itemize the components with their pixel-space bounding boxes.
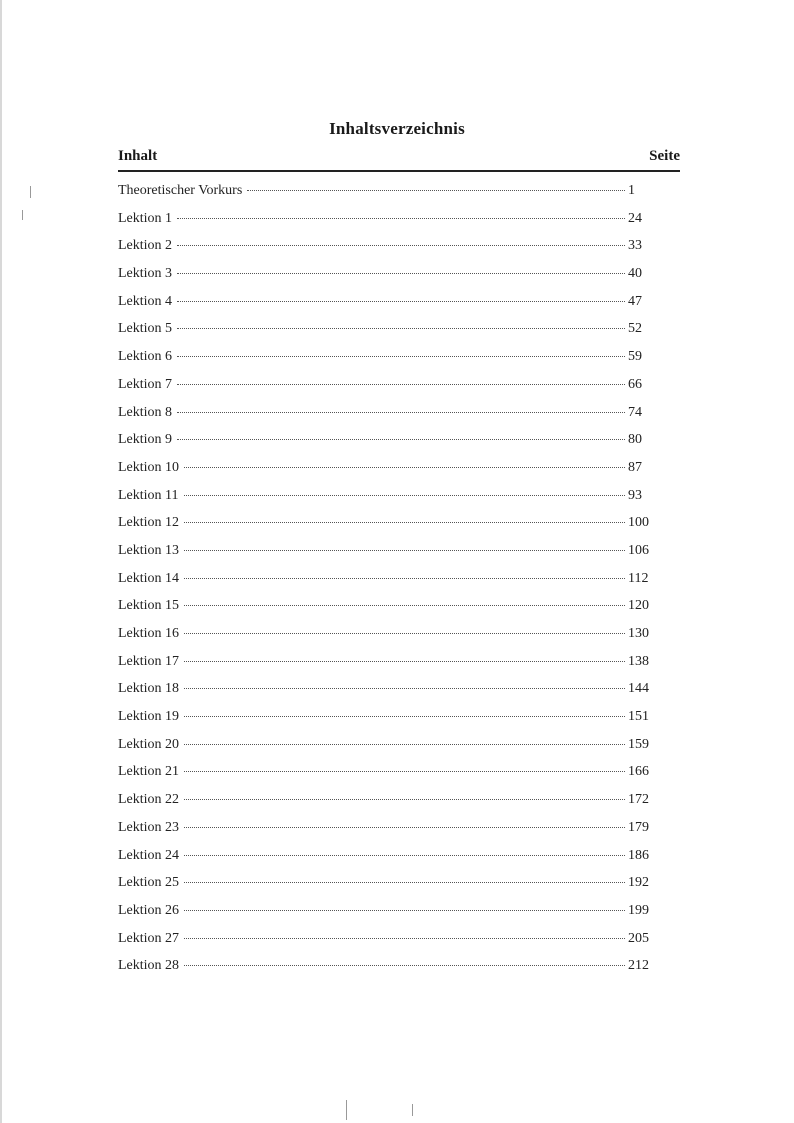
dot-leader — [177, 328, 625, 329]
toc-entry-label: Lektion 6 — [118, 349, 173, 365]
table-of-contents — [118, 183, 658, 986]
toc-entry-page: 192 — [628, 875, 649, 891]
toc-entry — [118, 764, 658, 792]
dot-leader — [184, 938, 625, 939]
dot-leader — [184, 882, 625, 883]
dot-leader — [247, 190, 625, 191]
toc-entry-page: 179 — [628, 819, 649, 835]
scan-artifact — [22, 210, 23, 220]
toc-entry-label: Lektion 5 — [118, 321, 173, 337]
toc-entry — [118, 875, 658, 903]
dot-leader — [184, 578, 625, 579]
toc-entry — [118, 848, 658, 876]
toc-entry-page: 47 — [628, 293, 642, 309]
toc-entry-page: 93 — [628, 487, 642, 503]
toc-entry-label: Lektion 15 — [118, 598, 180, 614]
toc-entry-label: Lektion 27 — [118, 930, 180, 946]
dot-leader — [184, 522, 625, 523]
toc-entry-page: 87 — [628, 459, 642, 475]
dot-leader — [184, 799, 625, 800]
toc-entry — [118, 598, 658, 626]
toc-entry — [118, 349, 658, 377]
toc-entry — [118, 931, 658, 959]
toc-entry — [118, 211, 658, 239]
dot-leader — [184, 550, 625, 551]
toc-entry — [118, 183, 658, 211]
toc-entry-label: Lektion 8 — [118, 404, 173, 420]
toc-entry-page: 172 — [628, 792, 649, 808]
toc-entry — [118, 460, 658, 488]
toc-entry-page: 80 — [628, 432, 642, 448]
toc-entry-label: Lektion 17 — [118, 653, 180, 669]
toc-entry-label: Lektion 24 — [118, 847, 180, 863]
toc-entry-page: 1 — [628, 183, 635, 198]
toc-entry-page: 186 — [628, 847, 649, 863]
toc-entry — [118, 626, 658, 654]
toc-entry-page: 166 — [628, 764, 649, 780]
dot-leader — [184, 467, 625, 468]
toc-entry — [118, 820, 658, 848]
dot-leader — [177, 439, 625, 440]
dot-leader — [177, 273, 625, 274]
toc-entry — [118, 654, 658, 682]
toc-entry-page: 33 — [628, 238, 642, 254]
toc-entry-label: Lektion 25 — [118, 875, 180, 891]
toc-entry-label: Lektion 1 — [118, 210, 173, 226]
toc-entry-label: Lektion 14 — [118, 570, 180, 586]
header-contents-label: Inhalt — [118, 148, 158, 164]
toc-entry-page: 199 — [628, 902, 649, 918]
toc-entry — [118, 321, 658, 349]
toc-entry — [118, 792, 658, 820]
toc-entry-label: Lektion 18 — [118, 681, 180, 697]
toc-entry — [118, 737, 658, 765]
dot-leader — [184, 605, 625, 606]
toc-entry-label: Lektion 16 — [118, 626, 180, 641]
toc-entry-page: 74 — [628, 404, 642, 420]
toc-entry — [118, 571, 658, 599]
toc-entry-label: Lektion 22 — [118, 792, 180, 808]
toc-entry-label: Lektion 19 — [118, 709, 180, 725]
page-edge — [0, 0, 2, 1123]
toc-entry-label: Lektion 12 — [118, 515, 180, 531]
dot-leader — [177, 412, 625, 413]
toc-entry-label: Lektion 7 — [118, 376, 173, 392]
toc-entry — [118, 515, 658, 543]
toc-entry-page: 205 — [628, 930, 649, 946]
toc-entry-page: 130 — [628, 626, 649, 641]
dot-leader — [184, 855, 625, 856]
toc-entry — [118, 681, 658, 709]
toc-entry-page: 52 — [628, 321, 642, 337]
toc-entry-label: Lektion 9 — [118, 432, 173, 448]
toc-entry — [118, 405, 658, 433]
scan-artifact — [30, 186, 31, 198]
toc-entry-label: Lektion 23 — [118, 819, 180, 835]
toc-entry-page: 59 — [628, 349, 642, 365]
dot-leader — [184, 633, 625, 634]
dot-leader — [184, 661, 625, 662]
toc-entry — [118, 238, 658, 266]
toc-entry — [118, 377, 658, 405]
toc-entry-page: 144 — [628, 681, 649, 697]
toc-entry — [118, 432, 658, 460]
toc-entry-label: Lektion 13 — [118, 542, 180, 558]
toc-entry-label: Lektion 3 — [118, 266, 173, 282]
header-page-label: Seite — [649, 148, 680, 164]
toc-entry-page: 100 — [628, 515, 649, 531]
dot-leader — [184, 495, 625, 496]
page-title: Inhaltsverzeichnis — [329, 119, 465, 139]
dot-leader — [177, 218, 625, 219]
dot-leader — [177, 245, 625, 246]
toc-entry — [118, 294, 658, 322]
toc-entry-page: 151 — [628, 709, 649, 725]
toc-entry-label: Lektion 4 — [118, 293, 173, 309]
toc-entry-label: Lektion 11 — [118, 487, 179, 503]
dot-leader — [177, 384, 625, 385]
toc-entry — [118, 903, 658, 931]
toc-entry-page: 24 — [628, 210, 642, 226]
toc-entry-label: Lektion 28 — [118, 958, 180, 974]
toc-entry — [118, 488, 658, 516]
scan-artifact — [346, 1100, 347, 1120]
toc-entry — [118, 543, 658, 571]
dot-leader — [184, 771, 625, 772]
toc-entry-page: 138 — [628, 653, 649, 669]
toc-entry-label: Lektion 10 — [118, 459, 180, 475]
toc-entry-page: 212 — [628, 958, 649, 974]
toc-header — [118, 148, 680, 172]
dot-leader — [184, 688, 625, 689]
toc-entry-page: 66 — [628, 376, 642, 392]
toc-entry-label: Lektion 20 — [118, 736, 180, 752]
dot-leader — [184, 716, 625, 717]
toc-entry-page: 106 — [628, 542, 649, 558]
toc-entry-page: 120 — [628, 598, 649, 614]
dot-leader — [184, 910, 625, 911]
dot-leader — [184, 965, 625, 966]
toc-entry — [118, 709, 658, 737]
scan-artifact — [412, 1104, 413, 1116]
dot-leader — [184, 827, 625, 828]
toc-entry-page: 159 — [628, 736, 649, 752]
toc-entry-page: 40 — [628, 266, 642, 282]
dot-leader — [177, 301, 625, 302]
toc-entry — [118, 266, 658, 294]
toc-entry-page: 112 — [628, 570, 649, 586]
toc-entry-label: Theoretischer Vorkurs — [118, 183, 243, 198]
toc-entry-label: Lektion 2 — [118, 238, 173, 254]
dot-leader — [184, 744, 625, 745]
toc-entry — [118, 958, 658, 986]
dot-leader — [177, 356, 625, 357]
toc-entry-label: Lektion 26 — [118, 902, 180, 918]
toc-entry-label: Lektion 21 — [118, 764, 180, 780]
